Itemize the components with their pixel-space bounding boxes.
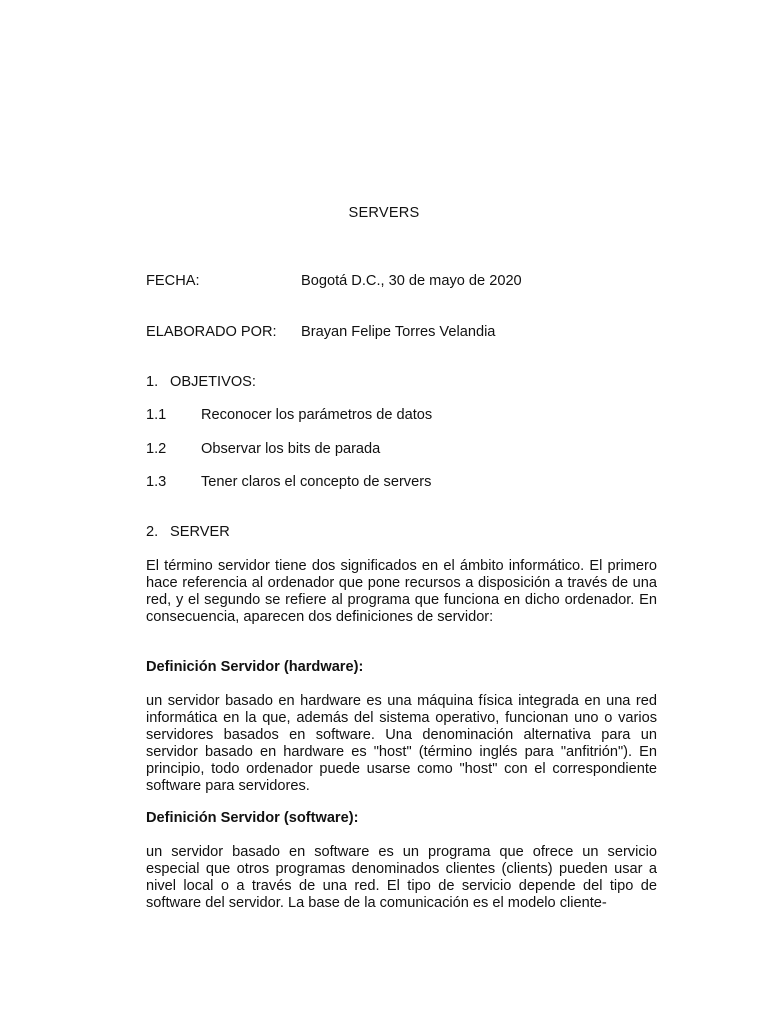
section2-title: SERVER <box>170 524 230 540</box>
section2-number: 2. <box>146 524 159 540</box>
objective-text: Tener claros el concepto de servers <box>201 474 432 490</box>
software-definition-paragraph: un servidor basado en software es un programa que ofrece un servicio especial que otros programas denominados clientes (clients) pueden usar a nivel local o a través de una red. El tipo de servicio depende del tipo de software del servidor. La base de la comunicación es el modelo cliente- <box>146 844 657 911</box>
document-title: SERVERS <box>348 205 420 221</box>
hardware-definition-heading: Definición Servidor (hardware): <box>146 659 364 675</box>
objective-text: Reconocer los parámetros de datos <box>201 407 433 423</box>
server-intro-paragraph: El término servidor tiene dos significados en el ámbito informático. El primero hace referencia al ordenador que pone recursos a disposición a través de una red, y el segundo se refiere al programa que funciona en dicho ordenador. En consecuencia, aparecen dos definiciones de servidor: <box>146 558 657 625</box>
section1-number: 1. <box>146 374 159 390</box>
section1-title: OBJETIVOS: <box>170 374 256 390</box>
elaborado-value: Brayan Felipe Torres Velandia <box>301 324 496 340</box>
elaborado-label: ELABORADO POR: <box>146 324 277 340</box>
fecha-label: FECHA: <box>146 273 200 289</box>
software-definition-heading: Definición Servidor (software): <box>146 810 359 826</box>
objective-number: 1.2 <box>146 441 167 457</box>
objective-number: 1.3 <box>146 474 167 490</box>
objective-text: Observar los bits de parada <box>201 441 381 457</box>
hardware-definition-paragraph: un servidor basado en hardware es una máquina física integrada en una red informática en la que, además del sistema operativo, funcionan uno o varios servidores basados en software. Una denominación alternativa para un servidor basado en hardware es "host" (término inglés para "anfitrión"). En principio, todo ordenador puede usarse como "host" con el correspondiente software para servidores. <box>146 693 657 794</box>
objective-number: 1.1 <box>146 407 167 423</box>
fecha-value: Bogotá D.C., 30 de mayo de 2020 <box>301 273 522 289</box>
